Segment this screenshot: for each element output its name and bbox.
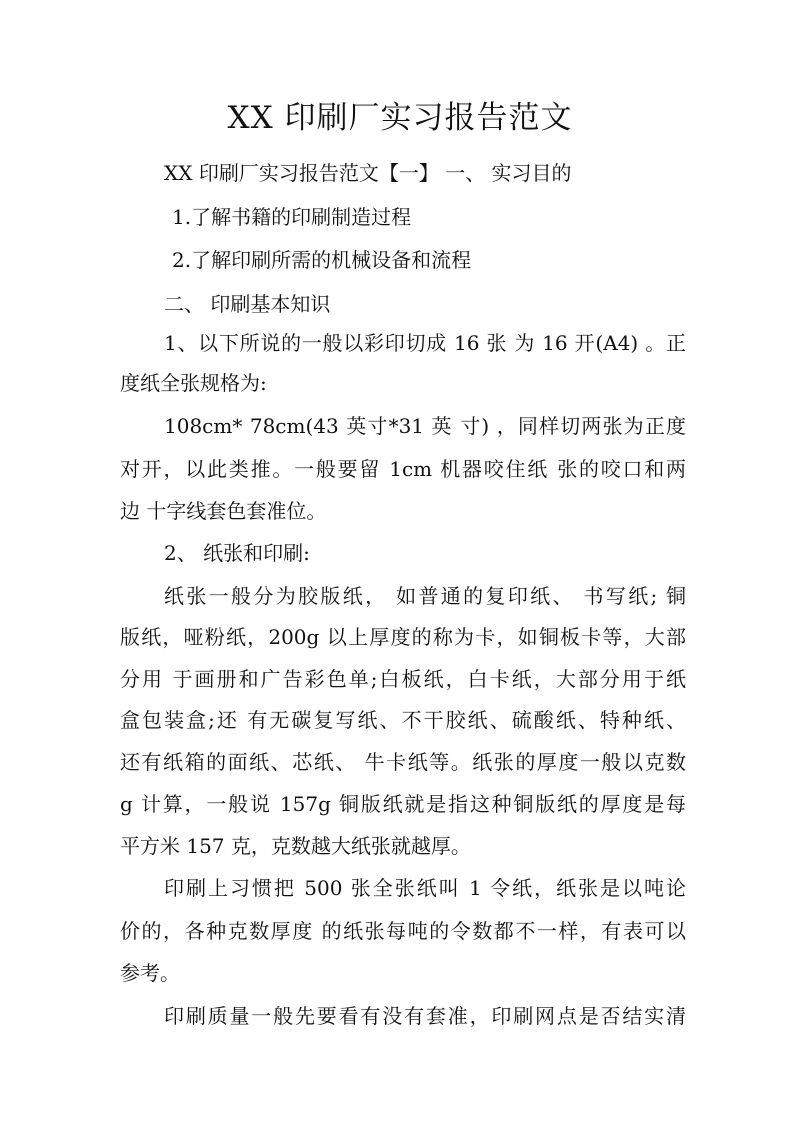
paragraph-line: 盒包装盒;还 有无碳复写纸、不干胶纸、硫酸纸、特种纸、	[120, 708, 686, 732]
intro-line: XX 印刷厂实习报告范文【一】 一、 实习目的	[164, 161, 572, 185]
paragraph-line: 价的，各种克数厚度 的纸张每吨的令数都不一样，有表可以	[120, 919, 686, 943]
paragraph-line: 纸张一般分为胶版纸， 如普通的复印纸、 书写纸; 铜	[164, 584, 686, 608]
purpose-item-2: 2.了解印刷所需的机械设备和流程	[172, 248, 472, 272]
paragraph-line: 1、以下所说的一般以彩印切成 16 张 为 16 开(A4) 。正	[164, 331, 686, 355]
paragraph-line: g 计算，一般说 157g 铜版纸就是指这种铜版纸的厚度是每	[120, 792, 686, 816]
paragraph-line: 印刷上习惯把 500 张全张纸叫 1 令纸，纸张是以吨论	[164, 876, 686, 900]
paragraph-line: 边 十字线套色套准位。	[120, 499, 327, 523]
paragraph-line: 还有纸箱的面纸、芯纸、 牛卡纸等。纸张的厚度一般以克数	[120, 750, 686, 774]
paragraph-line: 参考。	[120, 961, 180, 985]
subsection-heading-paper: 2、 纸张和印刷:	[164, 541, 310, 565]
paragraph-line: 对开，以此类推。一般要留 1cm 机器咬住纸 张的咬口和两	[120, 457, 686, 481]
document-title: XX 印刷厂实习报告范文	[227, 100, 573, 136]
paragraph-line: 度纸全张规格为:	[120, 371, 267, 395]
purpose-item-1: 1.了解书籍的印刷制造过程	[172, 205, 412, 229]
paragraph-line: 108cm* 78cm(43 英寸*31 英 寸) ，同样切两张为正度	[164, 414, 686, 438]
paragraph-line: 版纸，哑粉纸，200g 以上厚度的称为卡，如铜板卡等，大部	[120, 625, 686, 649]
paragraph-line: 印刷质量一般先要看有没有套准，印刷网点是否结实清	[164, 1004, 686, 1028]
section-heading-basics: 二、 印刷基本知识	[164, 292, 331, 316]
paragraph-line: 平方米 157 克，克数越大纸张就越厚。	[120, 834, 471, 858]
paragraph-line: 分用 于画册和广告彩色单;白板纸，白卡纸，大部分用于纸	[120, 667, 686, 691]
